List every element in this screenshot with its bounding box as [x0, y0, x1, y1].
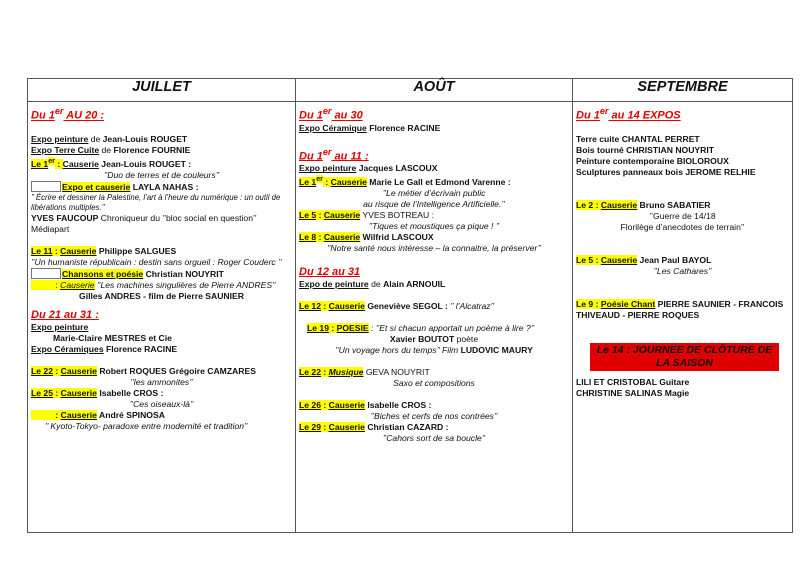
august-event-3: Le 8 : Causerie Wilfrid LASCOUX: [299, 232, 434, 243]
august-expo-3: Expo de peinture de Alain ARNOUIL: [299, 279, 446, 290]
august-event-7-desc: ’’Biches et cerfs de nos contrées’’: [370, 411, 498, 422]
program-row: [28, 102, 793, 533]
september-expo-2: Bois tourné CHRISTIAN NOUYRIT: [576, 144, 714, 155]
july-event-8-desc: ’’ Kyoto-Tokyo- paradoxe entre modernité et tradition’’: [45, 420, 248, 431]
september-guests-2: CHRISTINE SALINAS Magie: [576, 387, 690, 398]
july-period-1: Du 1er AU 20 :: [31, 106, 105, 122]
july-event-3-desc: ’’Un humaniste républicain : destin sans orgueil : Roger Couderc ’’: [31, 256, 282, 267]
month-header-row: [28, 79, 793, 102]
july-event-2: Expo et causerie LAYLA NAHAS :: [31, 181, 292, 193]
august-period-1: Du 1er au 30: [299, 106, 363, 122]
august-event-1: Le 1er : Causerie Marie Le Gall et Edmond Varenne :: [299, 175, 511, 188]
august-event-5-speaker: Xavier BOUTOT poète: [389, 334, 479, 345]
july-event-5: Le 18 : Causerie ’’Les machines singulières de Pierre ANDRES’’: [31, 279, 276, 290]
september-event-1-desc-1: ’’Guerre de 14/18: [649, 210, 716, 221]
july-event-2-desc: ’’ Écrire et dessiner la Palestine, l’art à l’heure du numérique : un outil de libérations multiples.’’: [31, 192, 281, 212]
august-column: [296, 102, 573, 533]
september-expo-3: Peinture contemporaine BIOLOROUX: [576, 155, 729, 166]
july-event-6-desc: ’’les ammonites’’: [130, 376, 193, 387]
july-expo-1: Expo peinture de Jean-Louis ROUGET: [31, 133, 188, 144]
date-box-mark: [31, 181, 61, 192]
september-event-2: Le 5 : Causerie Jean Paul BAYOL: [576, 254, 712, 265]
august-period-2: Du 1er au 11 :: [299, 146, 369, 163]
july-event-1-desc: ’’Duo de terres et de couleurs’’: [103, 169, 220, 180]
september-period-1: Du 1er au 14 EXPOS: [576, 106, 681, 122]
august-event-3-desc: ’’Notre santé nous intéresse – la connaitre, la préserver’’: [326, 243, 542, 254]
september-event-1: Le 2 : Causerie Bruno SABATIER: [576, 199, 711, 210]
august-event-4: Le 12 : Causerie Geneviève SEGOL : ’’ l’Alcatraz’’: [299, 301, 495, 312]
august-period-3: Du 12 au 31: [299, 266, 361, 279]
july-event-6: Le 22 : Causerie Robert ROQUES Grégoire CAMZARES: [31, 365, 256, 376]
august-event-7: Le 26 : Causerie Isabelle CROS :: [299, 400, 432, 411]
july-period-2: Du 21 au 31 :: [31, 308, 99, 321]
september-column: [573, 102, 793, 533]
august-event-2: Le 5 : Causerie YVES BOTREAU :: [299, 210, 435, 221]
header-august: AOÛT: [296, 79, 573, 102]
september-event-2-desc: ’’Les Cathares’’: [653, 265, 712, 276]
august-expo-2: Expo peinture Jacques LASCOUX: [299, 163, 438, 174]
september-event-1-desc-2: Florilège d’anecdotes de terrain’’: [620, 221, 745, 232]
header-september: SEPTEMBRE: [573, 79, 793, 102]
august-event-1-desc-2: au risque de l’Intelligence Artificielle.’’: [363, 199, 505, 210]
august-event-8-desc: ’’Cahors sort de sa boucle’’: [382, 433, 486, 444]
september-guests-1: LILI ET CRISTOBAL Guitare: [576, 376, 690, 387]
july-event-5-film: Gilles ANDRES - film de Pierre SAUNIER: [79, 290, 244, 301]
july-event-2-guest: YVES FAUCOUP Chroniqueur du ’’bloc social en question’’: [31, 212, 257, 223]
september-expo-1: Terre cuite CHANTAL PERRET: [576, 133, 700, 144]
july-expo-4: Expo Céramiques Florence RACINE: [31, 343, 178, 354]
closing-day-banner: Le 14 : JOURNEE DE CLÔTURE DE LA SAISON: [590, 343, 779, 371]
august-event-5: Le 19 : POESIE : ’’Et si chacun apportait un poème à lire ?’’: [307, 323, 535, 334]
august-event-6-desc: Saxo et compositions: [393, 378, 475, 389]
july-event-2-org: Médiapart: [31, 223, 70, 234]
july-event-1: Le 1er : Causerie Jean-Louis ROUGET :: [31, 156, 192, 169]
august-event-6: Le 22 : Musique GEVA NOUYRIT: [299, 367, 430, 378]
july-expo-3: Expo peinture: [31, 321, 89, 332]
july-event-7-desc: ’’Ces oiseaux-là’’: [129, 398, 194, 409]
august-event-8: Le 29 : Causerie Christian CAZARD :: [299, 422, 449, 433]
program-table: [27, 78, 793, 533]
july-event-4: Chansons et poésie Christian NOUYRIT: [31, 268, 292, 280]
august-event-5-film: ’’Un voyage hors du temps’’ Film LUDOVIC MAURY: [335, 345, 533, 356]
july-event-8: Le 29 : Causerie André SPINOSA: [31, 409, 165, 420]
july-column: [28, 102, 296, 533]
august-event-2-desc: ’’Tiques et moustiques ça pique ! ’’: [368, 221, 500, 232]
july-event-3: Le 11 : Causerie Philippe SALGUES: [31, 245, 177, 256]
july-event-7: Le 25 : Causerie Isabelle CROS :: [31, 387, 164, 398]
september-event-3: Le 9 : Poésie Chant PIERRE SAUNIER - FRANCOIS THIVEAUD - PIERRE ROQUES: [576, 298, 784, 320]
july-expo-3-artists: Marie-Claire MESTRES et Cie: [53, 332, 172, 343]
header-july: JUILLET: [28, 79, 296, 102]
july-expo-2: Expo Terre Cuite de Florence FOURNIE: [31, 144, 191, 155]
september-expo-4: Sculptures panneaux bois JEROME RELHIE: [576, 166, 756, 177]
date-box-mark: [31, 268, 61, 279]
august-event-1-desc-1: ’’Le métier d’écrivain public: [382, 188, 486, 199]
august-expo-1: Expo Céramique Florence RACINE: [299, 122, 441, 133]
